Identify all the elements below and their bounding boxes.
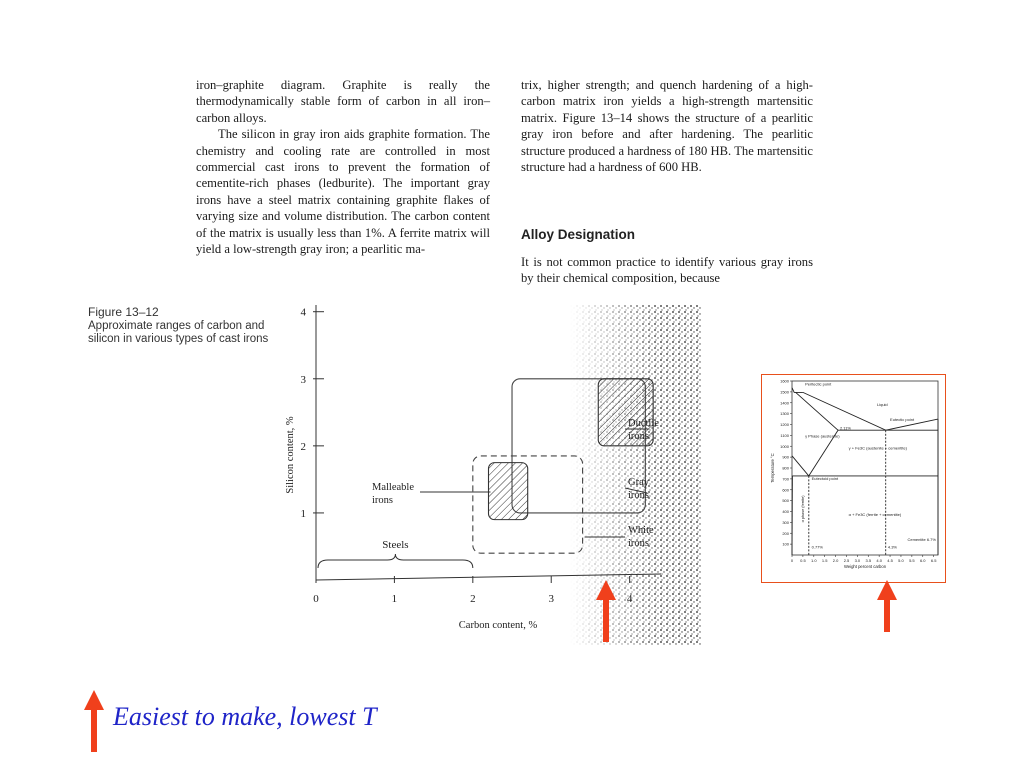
arrow-up-icon xyxy=(596,580,616,642)
y-tick-label: 4 xyxy=(300,306,306,319)
steels-brace xyxy=(318,554,473,568)
y-tick-label: 1000 xyxy=(780,443,789,449)
figure-caption-text: Approximate ranges of carbon and silicon in various types of cast irons xyxy=(88,319,269,346)
arrow-up-icon xyxy=(84,690,104,752)
y-axis-label: Temperature °C xyxy=(770,453,775,483)
annotation-alpha: α phase (ferrite) xyxy=(800,495,805,523)
annotation-alpha-fe3c: α + Fe3C (ferrite + cementite) xyxy=(848,511,902,517)
y-tick-label: 1300 xyxy=(780,411,789,417)
y-tick-label: 1200 xyxy=(780,422,789,427)
x-tick-label: 1 xyxy=(391,593,398,605)
y-tick-label: 600 xyxy=(782,487,789,493)
annotation-cementite: Cementite 6.7% xyxy=(907,536,936,542)
annotation-peritectic: Peritectic point xyxy=(805,381,832,387)
paragraph: It is not common practice to identify various gray irons by their chemical composition, because xyxy=(521,255,813,286)
malleable-label xyxy=(372,482,414,506)
text-column-left xyxy=(196,77,490,257)
paragraph: iron–graphite diagram. Graphite is really the thermodynamically stable form of carbon in all iron–carbon alloys. xyxy=(196,78,490,125)
x-axis-label: Carbon content, % xyxy=(458,620,538,631)
cast-iron-chart xyxy=(270,305,702,645)
x-tick-label: 1.5 xyxy=(821,558,828,563)
annotation-43: 4.3% xyxy=(887,544,898,550)
x-tick-label: 6.5 xyxy=(930,558,937,563)
region-malleable-irons xyxy=(489,463,528,520)
x-tick-label: 3.5 xyxy=(865,558,872,563)
y-tick-label: 2 xyxy=(300,440,306,453)
x-tick-label: 6.0 xyxy=(919,558,926,563)
x-tick-label: 5.0 xyxy=(898,558,904,563)
gray-label-line: Gray xyxy=(628,477,649,488)
delta-line xyxy=(792,388,803,393)
x-tick-label: 5.5 xyxy=(909,558,915,563)
x-tick-label: 2.0 xyxy=(832,558,839,563)
y-tick-label: 200 xyxy=(782,530,789,536)
section-heading: Alloy Designation xyxy=(521,227,636,242)
solidus-line xyxy=(796,392,838,430)
x-tick-label: 4.5 xyxy=(887,558,893,563)
x-tick-label: 0.5 xyxy=(800,558,806,563)
text-column-right xyxy=(521,77,813,175)
y-tick-label: 900 xyxy=(782,454,789,460)
x-tick-label: 4 xyxy=(626,593,633,605)
y-tick-label: 400 xyxy=(782,509,789,514)
white-label-line: White xyxy=(628,525,654,536)
malleable-label-line: irons xyxy=(372,495,393,506)
annotation-gamma: γ Phase (austenite) xyxy=(805,433,840,439)
phase-diagram xyxy=(761,374,946,583)
y-tick-label: 500 xyxy=(782,498,789,504)
paragraph: trix, higher strength; and quench hardening of a high-carbon matrix iron yields a high-strength martensitic matrix. Figure 13–14 shows the structure of a pearlitic gray iron before and after hardening. The pearlitic structure produced a hardness of 180 HB. The martensitic structure had a hardness of 600 HB. xyxy=(521,78,813,175)
y-tick-label: 1100 xyxy=(780,432,789,438)
arrow-up-icon xyxy=(877,580,897,632)
x-tick-label: 3.0 xyxy=(854,558,861,563)
gray-label-line: irons xyxy=(628,490,649,501)
phase-diagram-svg xyxy=(762,375,945,582)
annotation-liquid: Liquid xyxy=(876,402,888,408)
figure-caption xyxy=(88,306,278,347)
y-axis-label: Silicon content, % xyxy=(285,416,296,494)
malleable-label-line: Malleable xyxy=(372,482,414,493)
paragraph: The silicon in gray iron aids graphite formation. The chemistry and cooling rate are controlled in most commercial cast irons to prevent the formation of cementite-rich phases (ledburite). The important gray irons have a steel matrix containing graphite flakes of varying size and volume distribution. The carbon content of the matrix is usually less than 1%. A ferrite matrix will yield a low-strength gray iron; a pearlitic ma- xyxy=(196,127,490,257)
cast-iron-chart-svg xyxy=(270,305,702,645)
y-tick-label: 1400 xyxy=(780,400,789,406)
x-tick-label: 4.0 xyxy=(876,558,882,563)
y-tick-label: 1500 xyxy=(780,389,789,395)
y-tick-label: 300 xyxy=(782,519,789,525)
figure-title: Figure 13–12 xyxy=(88,305,159,319)
ductile-label-line: Ductile xyxy=(628,418,659,429)
annotation-eutectic: Eutectic point xyxy=(890,417,915,423)
annotation-211: 2.11% xyxy=(839,425,851,431)
liquidus-line xyxy=(803,392,938,430)
x-tick-label: 3 xyxy=(548,593,554,605)
x-tick-label: 1.0 xyxy=(811,558,817,563)
y-tick-label: 1 xyxy=(300,507,306,520)
x-tick-label: 2.5 xyxy=(843,558,850,563)
y-tick-label: 700 xyxy=(782,476,789,482)
x-tick-label: 0 xyxy=(313,593,319,605)
white-label-line: irons xyxy=(628,538,649,549)
steels-label: Steels xyxy=(382,539,409,551)
y-tick-label: 3 xyxy=(300,373,306,386)
x-tick-label: 0 xyxy=(790,558,794,563)
x-axis-label: Weight percent carbon xyxy=(843,564,887,569)
ductile-label-line: irons xyxy=(628,431,649,442)
annotation-077: 0.77% xyxy=(811,544,823,550)
y-tick-label: 100 xyxy=(782,541,789,547)
bottom-note: Easiest to make, lowest T xyxy=(113,702,377,731)
annotation-eutectoid: Eutectoid point xyxy=(811,475,839,481)
y-tick-label: 800 xyxy=(782,465,789,471)
y-tick-label: 1600 xyxy=(780,378,789,384)
annotation-gamma-fe3c: γ + Fe3C (austenite + cementite) xyxy=(848,445,907,451)
a3-line xyxy=(792,456,809,476)
x-tick-label: 2 xyxy=(470,593,476,605)
